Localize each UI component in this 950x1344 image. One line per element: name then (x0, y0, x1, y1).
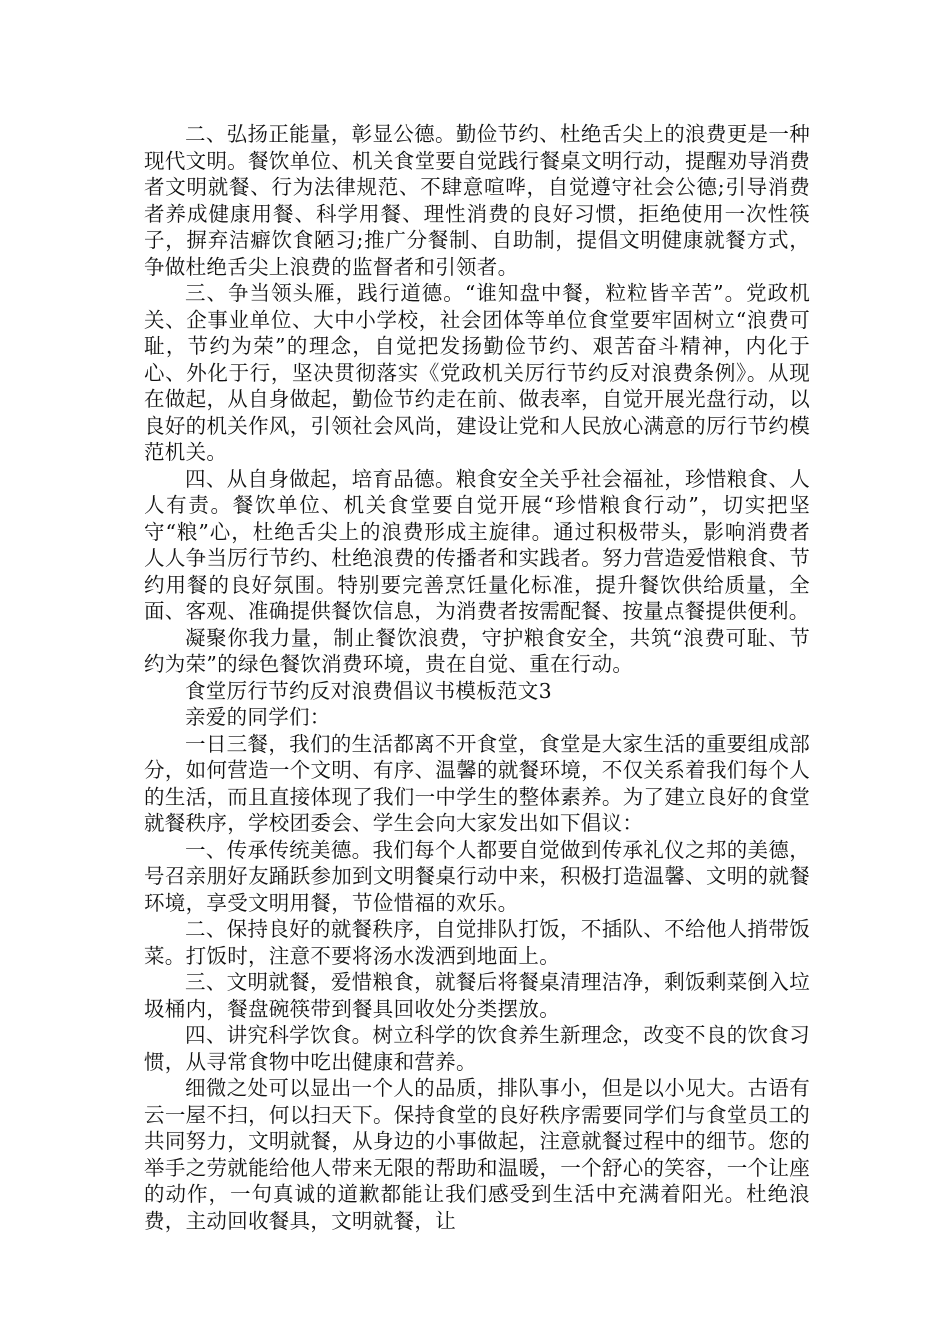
paragraph-intro: 一日三餐，我们的生活都离不开食堂，食堂是大家生活的重要组成部分，如何营造一个文明、有序、温馨的就餐环境，不仅关系着我们每个人的生活，而且直接体现了我们一中学生的整体素养。为了建立良好的食堂就餐秩序，学校团委会、学生会向大家发出如下倡议： (144, 731, 810, 835)
paragraph-item-3: 三、文明就餐，爱惜粮食，就餐后将餐桌清理洁净，剩饭剩菜倒入垃圾桶内，餐盘碗筷带到餐具回收处分类摆放。 (144, 970, 810, 1021)
paragraph-virtue-promotion: 二、弘扬正能量，彰显公德。勤俭节约、杜绝舌尖上的浪费更是一种现代文明。餐饮单位、机关食堂要自觉践行餐桌文明行动，提醒劝导消费者文明就餐、行为法律规范、不肆意喧哗，自觉遵守社会公德;引导消费者养成健康用餐、科学用餐、理性消费的良好习惯，拒绝使用一次性筷子，摒弃洁癖饮食陋习;推广分餐制、自助制，提倡文明健康就餐方式，争做杜绝舌尖上浪费的监督者和引领者。 (144, 122, 810, 279)
paragraph-conclusion: 细微之处可以显出一个人的品质，排队事小，但是以小见大。古语有云一屋不扫，何以扫天下。保持食堂的良好秩序需要同学们与食堂员工的共同努力，文明就餐，从身边的小事做起，注意就餐过程中的细节。您的举手之劳就能给他人带来无限的帮助和温暖，一个舒心的笑容，一个让座的动作，一句真诚的道歉都能让我们感受到生活中充满着阳光。杜绝浪费，主动回收餐具，文明就餐，让 (144, 1076, 810, 1233)
salutation: 亲爱的同学们： (185, 705, 331, 729)
section-heading: 食堂厉行节约反对浪费倡议书模板范文3 (185, 678, 552, 703)
paragraph-self-start: 四、从自身做起，培育品德。粮食安全关乎社会福祉，珍惜粮食、人人有责。餐饮单位、机关食堂要自觉开展“珍惜粮食行动”，切实把坚守“粮”心，杜绝舌尖上的浪费形成主旋律。通过积极带头，影响消费者人人争当厉行节约、杜绝浪费的传播者和实践者。努力营造爱惜粮食、节约用餐的良好氛围。特别要完善烹饪量化标准，提升餐饮供给质量，全面、客观、准确提供餐饮信息，为消费者按需配餐、按量点餐提供便利。 (144, 466, 810, 623)
paragraph-item-2: 二、保持良好的就餐秩序，自觉排队打饭，不插队、不给他人捎带饭菜。打饭时，注意不要将汤水泼洒到地面上。 (144, 917, 810, 968)
paragraph-item-1: 一、传承传统美德。我们每个人都要自觉做到传承礼仪之邦的美德，号召亲朋好友踊跃参加到文明餐桌行动中来，积极打造温馨、文明的就餐环境，享受文明用餐，节俭惜福的欢乐。 (144, 837, 810, 915)
paragraph-closing-call: 凝聚你我力量，制止餐饮浪费，守护粮食安全，共筑“浪费可耻、节约为荣”的绿色餐饮消费环境，贵在自觉、重在行动。 (144, 625, 810, 676)
paragraph-item-4: 四、讲究科学饮食。树立科学的饮食养生新理念，改变不良的饮食习惯，从寻常食物中吃出健康和营养。 (144, 1023, 810, 1074)
paragraph-lead-example: 三、争当领头雁，践行道德。“谁知盘中餐，粒粒皆辛苦”。党政机关、企事业单位、大中小学校，社会团体等单位食堂要牢固树立“浪费可耻，节约为荣”的理念，自觉把发扬勤俭节约、艰苦奋斗精神，内化于心、外化于行，坚决贯彻落实《党政机关厉行节约反对浪费条例》。从现在做起，从自身做起，勤俭节约走在前、做表率，自觉开展光盘行动，以良好的机关作风，引领社会风尚，建设让党和人民放心满意的厉行节约模范机关。 (144, 281, 810, 464)
document-body (144, 121, 810, 1234)
